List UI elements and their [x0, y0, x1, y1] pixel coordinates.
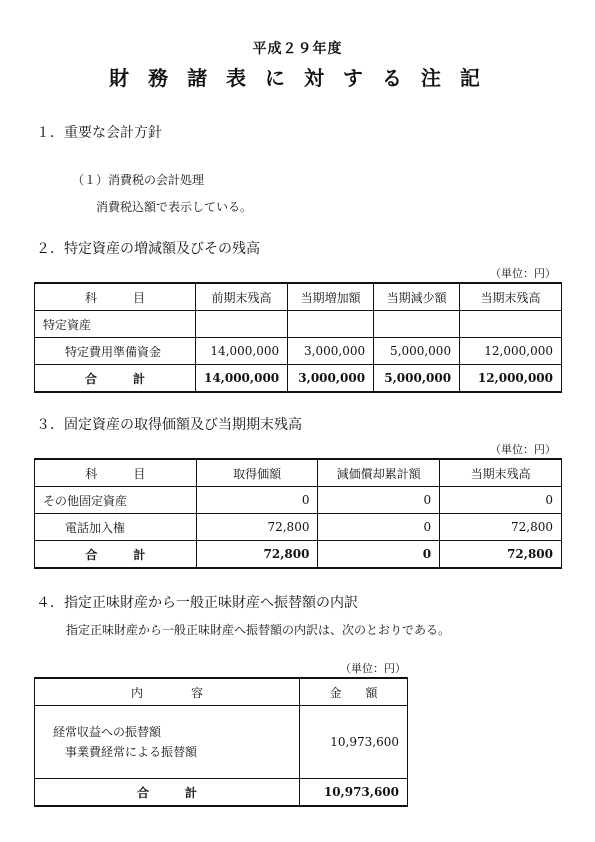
row-label: 電話加入権: [35, 514, 197, 541]
section1-subheading: （１）消費税の会計処理: [72, 173, 205, 187]
total-value: 12,000,000: [460, 365, 562, 393]
transfer-line-2: 事業費経常による振替額: [65, 745, 198, 759]
total-value: 0: [318, 541, 440, 569]
cell-value: 0: [440, 487, 562, 514]
total-label: 合 計: [35, 779, 300, 807]
total-label: 合 計: [35, 365, 196, 393]
fixed-assets-table: [34, 458, 562, 569]
row-label: 特定資産: [35, 311, 196, 338]
table-row: [35, 514, 562, 541]
cell-value: 14,000,000: [195, 338, 287, 365]
section1-heading: １．重要な会計方針: [36, 125, 162, 141]
cell-value: 0: [318, 487, 440, 514]
table-row: [35, 487, 562, 514]
col-header: 減価償却累計額: [318, 459, 440, 487]
page-title: 財 務 諸 表 に 対 す る 注 記: [109, 66, 486, 90]
section1-body: 消費税込額で表示している。: [96, 200, 253, 214]
col-header: 取得価額: [196, 459, 318, 487]
section4-unit: （単位：円）: [340, 662, 406, 675]
total-value: 72,800: [440, 541, 562, 569]
col-header: 内 容: [35, 678, 300, 706]
col-header: 前期末残高: [195, 283, 287, 311]
cell-value: 3,000,000: [288, 338, 374, 365]
col-header: 当期末残高: [460, 283, 562, 311]
section4-body: 指定正味財産から一般正味財産へ振替額の内訳は、次のとおりである。: [66, 623, 451, 637]
total-row: [35, 365, 562, 393]
cell-value: 72,800: [440, 514, 562, 541]
cell-value: 5,000,000: [374, 338, 460, 365]
fiscal-year: 平成２９年度: [252, 41, 343, 57]
row-label: 特定費用準備資金: [35, 338, 196, 365]
table-header-row: [35, 283, 562, 311]
transfer-breakdown-table: [34, 677, 408, 807]
section3-unit: （単位：円）: [490, 443, 556, 456]
table-header-row: [35, 678, 408, 706]
row-label: その他固定資産: [35, 487, 197, 514]
transfer-line-1: 経常収益への振替額: [53, 725, 162, 739]
total-value: 72,800: [196, 541, 318, 569]
col-header: 当期減少額: [374, 283, 460, 311]
cell-value: 72,800: [196, 514, 318, 541]
total-row: [35, 541, 562, 569]
cell-value: 10,973,600: [300, 706, 408, 779]
section2-unit: （単位：円）: [490, 267, 556, 280]
table-row: [35, 338, 562, 365]
col-header: 当期増加額: [288, 283, 374, 311]
col-header: 科 目: [35, 459, 197, 487]
cell-value: 0: [318, 514, 440, 541]
total-value: 5,000,000: [374, 365, 460, 393]
total-label: 合 計: [35, 541, 197, 569]
total-row: [35, 779, 408, 807]
table-row: [35, 311, 562, 338]
section3-heading: ３．固定資産の取得価額及び当期期末残高: [36, 417, 302, 433]
col-header: 科 目: [35, 283, 196, 311]
specific-assets-table: [34, 282, 562, 393]
col-header: 当期末残高: [440, 459, 562, 487]
total-value: 14,000,000: [195, 365, 287, 393]
section2-heading: ２．特定資産の増減額及びその残高: [36, 241, 260, 257]
cell-value: 0: [196, 487, 318, 514]
section4-heading: ４．指定正味財産から一般正味財産へ振替額の内訳: [36, 595, 358, 611]
total-value: 3,000,000: [288, 365, 374, 393]
cell-value: 12,000,000: [460, 338, 562, 365]
table-header-row: [35, 459, 562, 487]
total-value: 10,973,600: [300, 779, 408, 807]
table-row: [35, 706, 408, 779]
col-header: 金 額: [300, 678, 408, 706]
